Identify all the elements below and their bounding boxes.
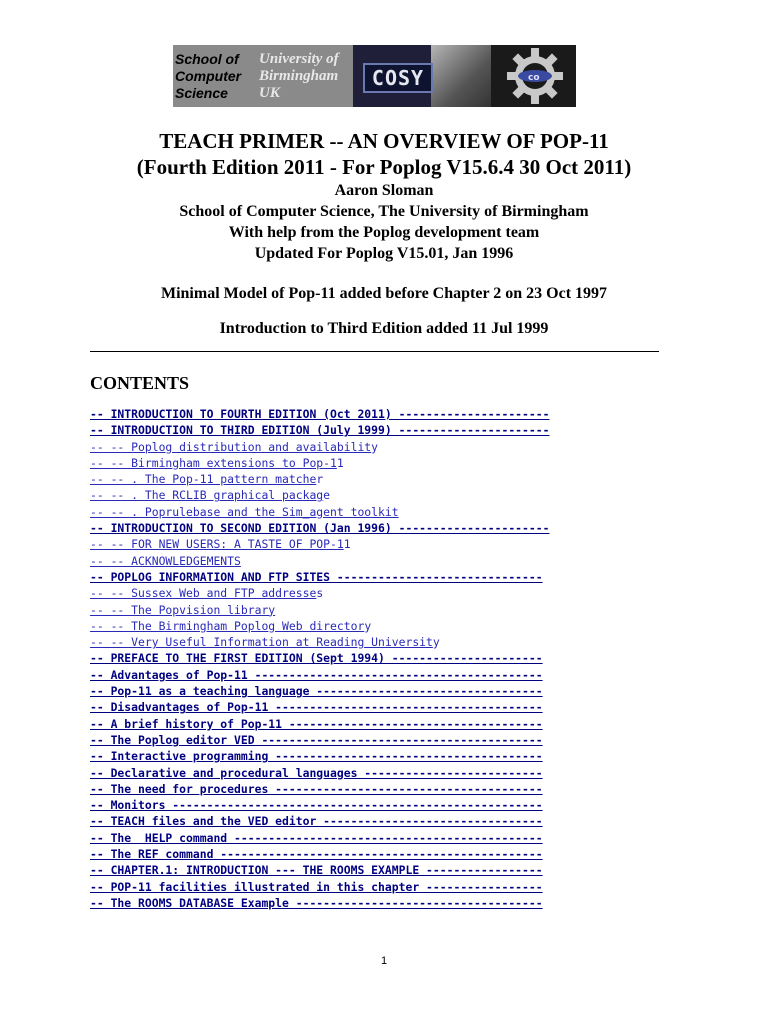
toc-item [90, 830, 549, 846]
toc-link-tail: r [316, 472, 324, 487]
toc-link[interactable]: -- Declarative and procedural languages -------------------------- [90, 765, 543, 780]
toc-item [90, 439, 549, 455]
toc-item [90, 422, 549, 438]
toc-link[interactable]: -- INTRODUCTION TO FOURTH EDITION (Oct 2011) ---------------------- [90, 407, 550, 421]
toc-link[interactable]: -- -- Sussex Web and FTP addresse [90, 586, 317, 601]
portrait-image [431, 45, 491, 107]
school-logo[interactable] [173, 45, 353, 107]
toc-item [90, 879, 549, 895]
toc-link[interactable]: -- Interactive programming --------------------------------------- [90, 749, 543, 764]
toc-link[interactable]: -- -- The Birmingham Poplog Web director [90, 618, 365, 633]
toc-link[interactable]: -- -- FOR NEW USERS: A TASTE OF POP-1 [90, 537, 344, 552]
document-header [0, 128, 768, 264]
toc-link[interactable]: -- CHAPTER.1: INTRODUCTION --- THE ROOMS EXAMPLE ----------------- [90, 863, 543, 878]
university-line: Birmingham [259, 68, 339, 84]
edition-line: (Fourth Edition 2011 - For Poplog V15.6.4 30 Oct 2011) [136, 155, 632, 179]
header-banner [173, 45, 576, 107]
toc-link[interactable]: -- INTRODUCTION TO THIRD EDITION (July 1999) ---------------------- [90, 423, 550, 438]
university-name [257, 45, 353, 107]
toc-item [90, 553, 549, 569]
toc-link-tail: y [364, 618, 372, 633]
table-of-contents [90, 406, 549, 911]
toc-link[interactable]: -- Pop-11 as a teaching language --------------------------------- [90, 684, 543, 699]
svg-text:co: co [528, 73, 540, 83]
toc-link[interactable]: -- TEACH files and the VED editor -------------------------------- [90, 814, 543, 829]
university-line: UK [259, 85, 280, 101]
toc-link-tail: y [371, 439, 379, 454]
contents-heading: CONTENTS [90, 373, 190, 393]
third-edition-note: Introduction to Third Edition added 11 Jul 1999 [219, 320, 549, 337]
cosy-logo[interactable] [353, 45, 491, 107]
affiliation: School of Computer Science, The University of Birmingham [179, 203, 589, 220]
school-name [173, 45, 257, 107]
toc-link[interactable]: -- INTRODUCTION TO SECOND EDITION (Jan 1996) ---------------------- [90, 521, 550, 536]
toc-link[interactable]: -- -- . Poprulebase and the Sim_agent toolkit [90, 504, 399, 519]
toc-item [90, 569, 549, 585]
toc-item [90, 618, 549, 634]
toc-link[interactable]: -- The need for procedures --------------------------------------- [90, 781, 543, 796]
toc-link[interactable]: -- The Poplog editor VED ----------------------------------------- [90, 732, 543, 747]
toc-item [90, 667, 549, 683]
toc-link[interactable]: -- -- Very Useful Information at Reading Universit [90, 635, 433, 650]
toc-link[interactable]: -- -- Birmingham extensions to Pop-1 [90, 455, 337, 470]
toc-item [90, 536, 549, 552]
toc-item [90, 406, 549, 422]
toc-item [90, 504, 549, 520]
school-line: School of [175, 51, 239, 67]
page-number: 1 [380, 955, 388, 967]
toc-item [90, 650, 549, 666]
toc-item [90, 699, 549, 715]
toc-item [90, 716, 549, 732]
toc-link-tail: e [323, 488, 331, 503]
university-line: University of [259, 51, 339, 67]
cosy-label: COSY [363, 63, 433, 93]
toc-item [90, 455, 549, 471]
toc-link-tail: 1 [343, 537, 351, 552]
toc-item [90, 602, 549, 618]
toc-link[interactable]: -- PREFACE TO THE FIRST EDITION (Sept 1994) ---------------------- [90, 651, 543, 666]
school-line: Computer [175, 68, 242, 84]
toc-link-tail: 1 [336, 455, 344, 470]
toc-item [90, 781, 549, 797]
toc-link[interactable]: -- -- ACKNOWLEDGEMENTS [90, 553, 241, 568]
toc-item [90, 585, 549, 601]
minimal-model-note: Minimal Model of Pop-11 added before Chapter 2 on 23 Oct 1997 [160, 285, 608, 302]
toc-link-tail: s [316, 586, 324, 601]
divider [90, 351, 659, 352]
toc-item [90, 520, 549, 536]
toc-link[interactable]: -- -- The Popvision library [90, 602, 276, 617]
school-line: Science [175, 85, 228, 101]
gear-icon [491, 45, 576, 107]
toc-item [90, 683, 549, 699]
toc-link[interactable]: -- A brief history of Pop-11 ------------------------------------- [90, 716, 543, 731]
toc-item [90, 634, 549, 650]
toc-link[interactable]: -- Disadvantages of Pop-11 --------------------------------------- [90, 700, 543, 715]
toc-item [90, 732, 549, 748]
page-title: TEACH PRIMER -- AN OVERVIEW OF POP-11 [159, 129, 609, 153]
toc-link[interactable]: -- Advantages of Pop-11 ------------------------------------------ [90, 667, 543, 682]
toc-link[interactable]: -- The HELP command --------------------------------------------- [90, 830, 543, 845]
toc-link[interactable]: -- Monitors ------------------------------------------------------ [90, 798, 543, 813]
toc-link[interactable]: -- POP-11 facilities illustrated in this chapter ----------------- [90, 879, 543, 894]
toc-item [90, 797, 549, 813]
toc-item [90, 765, 549, 781]
toc-link[interactable]: -- -- Poplog distribution and availabilit [90, 439, 372, 454]
toc-link[interactable]: -- -- . The RCLIB graphical packag [90, 488, 324, 503]
updated-line: Updated For Poplog V15.01, Jan 1996 [254, 245, 514, 262]
toc-link-tail: y [432, 635, 440, 650]
help-credit: With help from the Poplog development team [228, 224, 540, 241]
toc-item [90, 487, 549, 503]
toc-item [90, 471, 549, 487]
toc-link[interactable]: -- The REF command ----------------------------------------------- [90, 847, 543, 862]
toc-item [90, 748, 549, 764]
toc-link[interactable]: -- The ROOMS DATABASE Example ------------------------------------ [90, 895, 543, 910]
toc-link[interactable]: -- -- . The Pop-11 pattern matche [90, 472, 317, 487]
toc-item [90, 813, 549, 829]
toc-item [90, 895, 549, 911]
toc-item [90, 862, 549, 878]
toc-item [90, 846, 549, 862]
author: Aaron Sloman [334, 182, 434, 199]
toc-link[interactable]: -- POPLOG INFORMATION AND FTP SITES ------------------------------ [90, 569, 543, 584]
cog-logo[interactable] [491, 45, 576, 107]
